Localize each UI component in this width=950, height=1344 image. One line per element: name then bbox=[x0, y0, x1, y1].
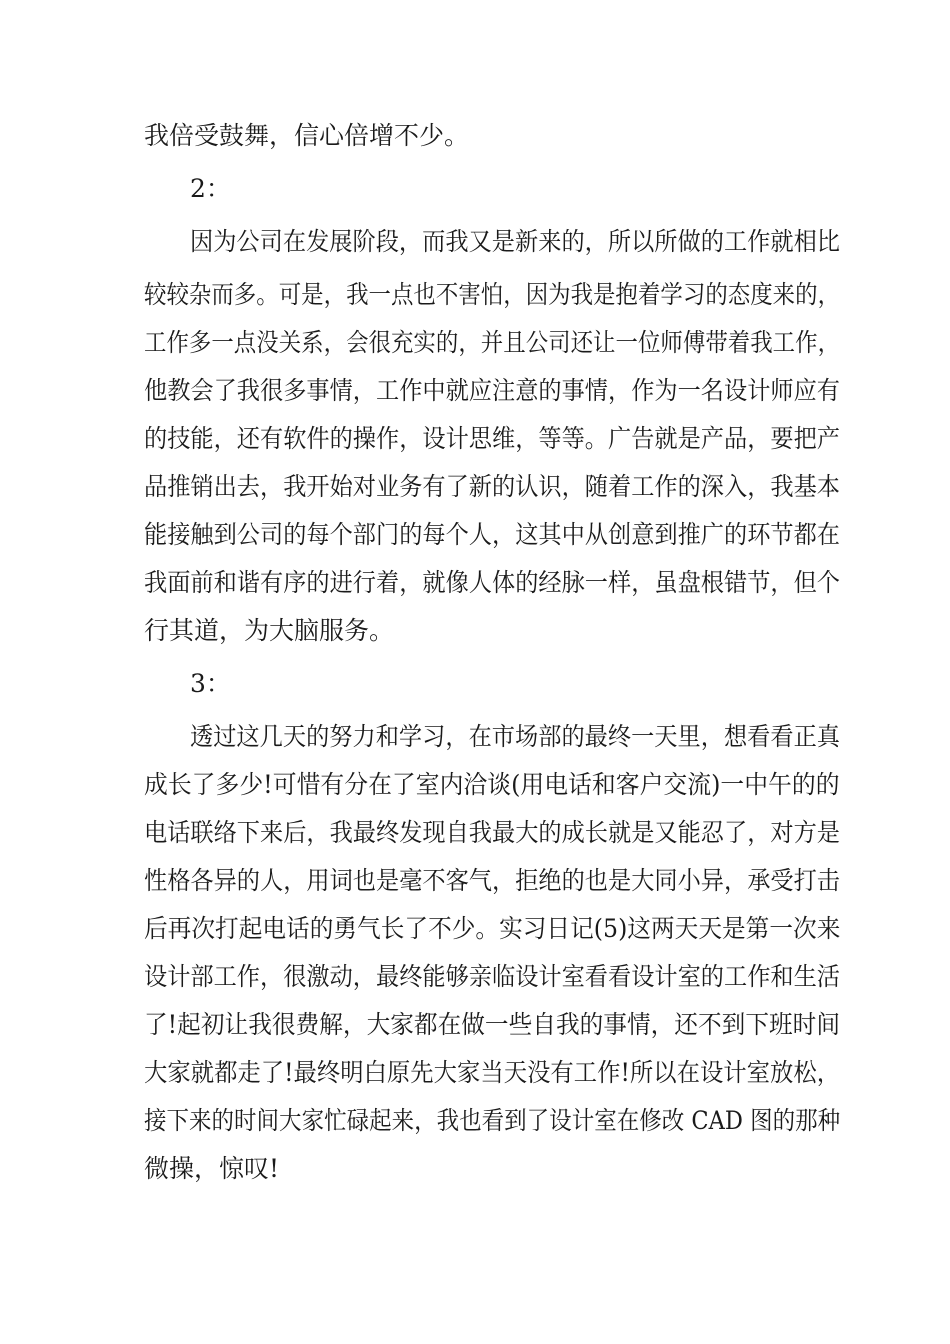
text-line-20: 大家就都走了!最终明白原先大家当天没有工作!所以在设计室放松， bbox=[144, 1058, 841, 1087]
text-line-10: 我面前和谐有序的进行着，就像人体的经脉一样，虽盘根错节，但个 bbox=[144, 568, 841, 597]
text-line-11: 行其道，为大脑服务。 bbox=[144, 616, 395, 645]
text-line-6: 他教会了我很多事情，工作中就应注意的事情，作为一名设计师应有 bbox=[144, 376, 841, 405]
text-line-18: 设计部工作，很激动，最终能够亲临设计室看看设计室的工作和生活 bbox=[144, 962, 841, 991]
text-line-19: 了!起初让我很费解，大家都在做一些自我的事情，还不到下班时间 bbox=[144, 1010, 841, 1039]
text-line-9: 能接触到公司的每个部门的每个人，这其中从创意到推广的环节都在 bbox=[144, 520, 841, 549]
text-line-7: 的技能，还有软件的操作，设计思维，等等。广告就是产品，要把产 bbox=[144, 424, 841, 453]
text-line-13: 透过这几天的努力和学习，在市场部的最终一天里，想看看正真 bbox=[190, 722, 841, 751]
section-number-2: 2： bbox=[190, 174, 231, 203]
text-line-5: 工作多一点没关系，会很充实的，并且公司还让一位师傅带着我工作， bbox=[144, 328, 841, 357]
text-line-22: 微操，惊叹! bbox=[144, 1154, 280, 1183]
section-number-3: 3： bbox=[190, 669, 231, 698]
text-line-15: 电话联络下来后，我最终发现自我最大的成长就是又能忍了，对方是 bbox=[144, 818, 841, 847]
text-line-8: 品推销出去，我开始对业务有了新的认识，随着工作的深入，我基本 bbox=[144, 472, 841, 501]
text-line-1: 我倍受鼓舞，信心倍增不少。 bbox=[144, 121, 470, 150]
text-line-21: 接下来的时间大家忙碌起来，我也看到了设计室在修改 CAD 图的那种 bbox=[144, 1106, 841, 1135]
text-line-3: 因为公司在发展阶段，而我又是新来的，所以所做的工作就相比 bbox=[190, 227, 841, 256]
text-line-17: 后再次打起电话的勇气长了不少。实习日记(5)这两天天是第一次来 bbox=[144, 914, 841, 943]
text-line-4: 较较杂而多。可是，我一点也不害怕，因为我是抱着学习的态度来的， bbox=[144, 280, 841, 309]
text-line-14: 成长了多少!可惜有分在了室内洽谈(用电话和客户交流)一中午的的 bbox=[144, 770, 840, 799]
text-line-16: 性格各异的人，用词也是毫不客气，拒绝的也是大同小异，承受打击 bbox=[144, 866, 841, 895]
